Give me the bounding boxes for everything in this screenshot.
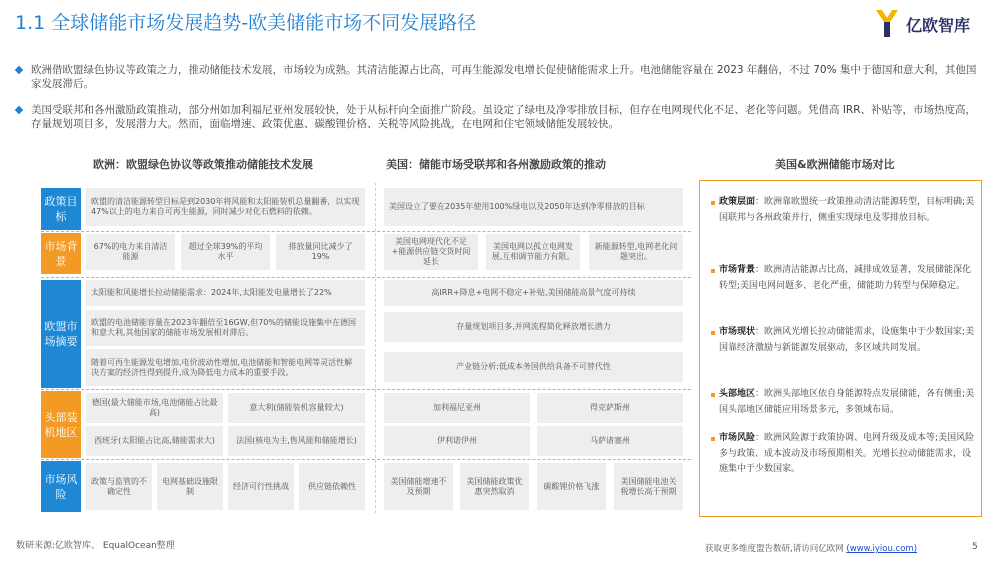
comparison-label: 市场背景: [719, 265, 756, 275]
logo-text: 亿欧智库: [906, 16, 971, 35]
europe-column-title: 欧洲：欧盟绿色协议等政策推动储能技术发展: [93, 158, 313, 171]
comparison-item: 市场风险：欧洲风险源于政策协调、电网升级及成本等;美国风险多与政策、成本波动及市场预期相关。光增长拉动储能需求，设施集中于少数国家。: [711, 431, 976, 478]
bullet-dot-icon: [711, 331, 715, 335]
comparison-label: 头部地区: [719, 389, 756, 399]
comparison-item: 头部地区：欧洲头部地区依自身能源特点发展储能，各有侧重;美国头部地区储能应用场景多元，多领域布局。: [711, 387, 976, 418]
row-separator: [41, 389, 691, 390]
comparison-text: 欧洲风光增长拉动储能需求，设施集中于少数国家;美国靠经济激励与新能源发展驱动，多区域共同发展。: [719, 327, 975, 353]
label-background: 市场背景: [41, 233, 81, 274]
us-background-item: 美国电网现代化不足+能源供应链交货时间延长: [384, 234, 478, 270]
column-divider: [375, 183, 376, 513]
europe-risk-item: 供应链依赖性: [299, 463, 365, 510]
comparison-item: 政策层面：欧洲靠欧盟统一政策推动清洁能源转型，目标明确;美国联邦与各州政策并行，侧重实现绿电及零排放目标。: [711, 195, 976, 226]
bullet-dot-icon: [711, 393, 715, 397]
compare-column-title: 美国&欧洲储能市场对比: [775, 158, 895, 171]
us-risk-item: 美国储能增速不及预期: [384, 463, 453, 510]
comparison-item: 市场背景：欧洲清洁能源占比高，减排成效显著，发展储能深化转型;美国电网问题多、老化严重，储能助力转型与保障稳定。: [711, 263, 976, 294]
us-background-item: 新能源转型,电网老化问题突出。: [589, 234, 683, 270]
europe-region-item: 意大利(储能装机容量较大): [228, 393, 365, 423]
row-separator: [41, 277, 691, 278]
europe-region-item: 法国(核电为主,售风能和储能增长): [228, 426, 365, 456]
comparison-label: 政策层面: [719, 197, 756, 207]
us-summary-item: 产业链分析:低成本务国供给具备不可替代性: [384, 352, 683, 382]
europe-summary-item: 太阳能和风能增长拉动储能需求：2024年,太阳能发电量增长了22%: [86, 280, 365, 306]
source-note: 数研来源:亿欧智库、 EqualOcean整理: [16, 541, 175, 551]
us-summary-item: 存量规划项目多,并网流程简化释放增长潜力: [384, 312, 683, 342]
europe-background-item: 67%的电力来自清洁能源: [86, 234, 175, 270]
bullet-text: 欧洲借欧盟绿色协议等政策之力，推动储能技术发展，市场较为成熟。其清洁能源占比高，可再生能源发电增长促使储能需求上升。电池储能容量在 2023 年翻倍，不过 70% 集中于德国和意大利，其他国家发展滞后。: [31, 64, 977, 90]
diamond-icon: [15, 66, 23, 74]
comparison-label: 市场现状: [719, 327, 756, 337]
bullet-dot-icon: [711, 269, 715, 273]
europe-background-item: 超过全球39%的平均水平: [181, 234, 270, 270]
label-risk: 市场风险: [41, 461, 81, 512]
row-separator: [41, 231, 691, 232]
comparison-text: 欧洲风险源于政策协调、电网升级及成本等;美国风险多与政策、成本波动及市场预期相关。光增长拉动储能需求，设施集中于少数国家。: [719, 433, 975, 474]
comparison-text: 欧洲靠欧盟统一政策推动清洁能源转型，目标明确;美国联邦与各州政策并行，侧重实现绿电及零排放目标。: [719, 197, 975, 223]
us-summary-item: 高IRR+降息+电网不稳定+补贴,美国储能高景气度可持续: [384, 280, 683, 306]
europe-background-item: 排放量同比减少了19%: [276, 234, 365, 270]
diamond-icon: [15, 106, 23, 114]
bullet-europe: [16, 63, 981, 91]
europe-region-item: 德国(最大储能市场,电池储能占比最高): [86, 393, 223, 423]
comparison-item: 市场现状：欧洲风光增长拉动储能需求，设施集中于少数国家;美国靠经济激励与新能源发展驱动，多区域共同发展。: [711, 325, 976, 356]
us-risk-item: 美国储能电池关税增长高于预期: [614, 463, 683, 510]
europe-policy-text: 欧盟的清洁能源转型目标是到2030年将风能和太阳能装机总量翻番，以实现47%以上的电力来自可再生能源，同时减少对化石燃料的依赖。: [86, 188, 365, 226]
row-separator: [41, 459, 691, 460]
us-region-item: 加利福尼亚州: [384, 393, 530, 423]
bullet-dot-icon: [711, 437, 715, 441]
us-risk-item: 碳酸锂价格飞涨: [537, 463, 606, 510]
page-number: 5: [972, 542, 978, 552]
us-region-item: 伊利诺伊州: [384, 426, 530, 456]
us-background-item: 美国电网以孤立电网发展,互相调节能力有限。: [486, 234, 580, 270]
us-risk-item: 美国储能政策优惠突然取消: [460, 463, 529, 510]
europe-region-item: 西班牙(太阳能占比高,储能需求大): [86, 426, 223, 456]
europe-summary-item: 欧盟的电池储能容量在2023年翻倍至16GW,但70%的储能设施集中在德国和意大利,其他国家的储能市场发展相对滞后。: [86, 310, 365, 346]
website-link[interactable]: (www.iyiou.com): [846, 544, 918, 554]
comparison-text: 欧洲清洁能源占比高，减排成效显著，发展储能深化转型;美国电网问题多、老化严重，储能助力转型与保障稳定。: [719, 265, 972, 291]
bullet-text: 美国受联邦和各州激励政策推动，部分州如加利福尼亚州发展较快，处于从标杆向全面推广阶段。虽设定了绿电及净零排放目标，但存在电网现代化不足、老化等问题。凭借高 IRR、补贴等，市场热度高，存量规划项目多，发展潜力大。然而，面临增速、政策优惠、碳酸锂价格、关税等风险挑战，在电网和住宅领域储能发展较快。: [31, 104, 977, 130]
footer-more: [705, 542, 917, 554]
label-summary: 欧盟市场摘要: [41, 280, 81, 388]
page-title: 1.1 全球储能市场发展趋势-欧美储能市场不同发展路径: [15, 12, 477, 34]
label-policy: 政策目标: [41, 188, 81, 230]
europe-risk-item: 电网基础设施限制: [157, 463, 223, 510]
logo: [870, 4, 990, 42]
bullet-us: [16, 103, 981, 131]
europe-risk-item: 经济可行性挑战: [228, 463, 294, 510]
us-policy-text: 美国设立了要在2035年使用100%绿电以及2050年达到净零排放的目标: [384, 188, 683, 226]
us-region-item: 马萨诸塞州: [537, 426, 683, 456]
label-regions: 头部装机地区: [41, 391, 81, 458]
footer-more-text: 获取更多维度盟告数研,请访问亿欧网: [705, 544, 844, 554]
bullet-dot-icon: [711, 201, 715, 205]
us-column-title: 美国：储能市场受联邦和各州激励政策的推动: [386, 158, 606, 171]
comparison-label: 市场风险: [719, 433, 756, 443]
logo-icon: [872, 4, 902, 40]
europe-summary-item: 随着可再生能源发电增加,电价波动性增加,电池储能和智能电网等灵活性解决方案的经济性得到提升,成为降低电力成本的重要手段。: [86, 349, 365, 386]
europe-risk-item: 政策与监管的不确定性: [86, 463, 152, 510]
us-region-item: 得克萨斯州: [537, 393, 683, 423]
comparison-text: 欧洲头部地区依自身能源特点发展储能，各有侧重;美国头部地区储能应用场景多元，多领域布局。: [719, 389, 975, 415]
